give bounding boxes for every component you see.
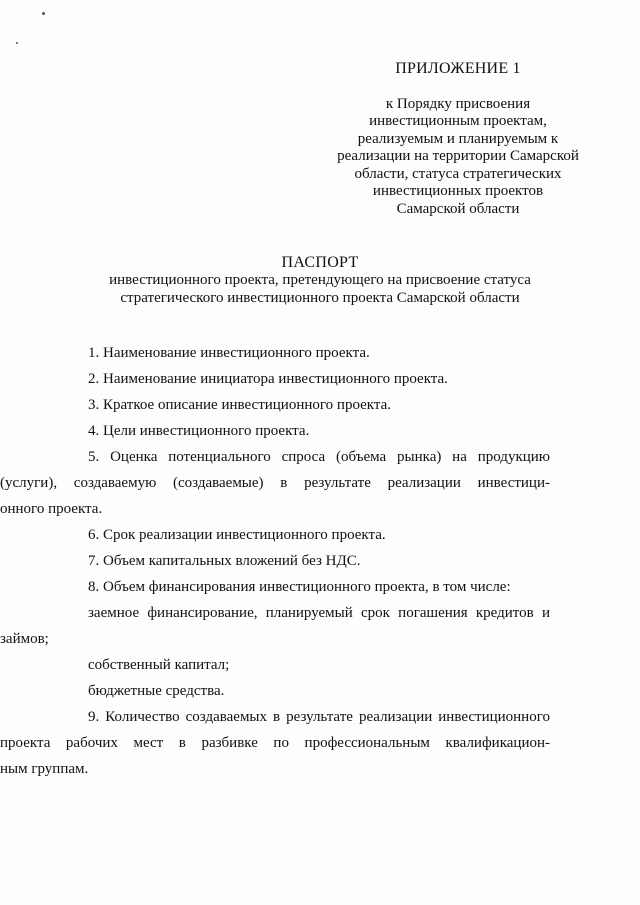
list-item-line: займов; <box>0 631 49 647</box>
passport-items <box>0 340 550 782</box>
list-item: 2. Наименование инициатора инвестиционного проекта. <box>88 371 448 387</box>
list-item: 6. Срок реализации инвестиционного проекта. <box>88 527 386 543</box>
list-item-multiline <box>0 444 550 522</box>
list-subitem: собственный капитал; <box>88 657 230 673</box>
list-item-line: ным группам. <box>0 761 89 777</box>
list-subitem-multiline <box>0 600 550 652</box>
list-item: 1. Наименование инвестиционного проекта. <box>88 345 370 361</box>
list-item-line: проекта рабочих мест в разбивке по профессиональным квалификацион- <box>0 735 550 751</box>
appendix-header <box>330 60 586 218</box>
scan-speck <box>42 12 45 15</box>
scan-speck <box>16 42 18 44</box>
list-item: 4. Цели инвестиционного проекта. <box>88 423 310 439</box>
passport-subtitle <box>60 272 580 307</box>
passport-heading <box>60 253 580 307</box>
list-item: 3. Краткое описание инвестиционного проекта. <box>88 397 392 413</box>
list-item-line: (услуги), создаваемую (создаваемые) в результате реализации инвестици- <box>0 475 550 491</box>
appendix-line: Самарской области <box>396 200 520 217</box>
appendix-line: инвестиционных проектов <box>372 183 544 199</box>
passport-subtitle-line: стратегического инвестиционного проекта Самарской области <box>120 289 520 306</box>
appendix-line: реализации на территории Самарской <box>337 148 579 164</box>
list-subitem: бюджетные средства. <box>88 683 225 699</box>
list-item: 7. Объем капитальных вложений без НДС. <box>88 553 361 569</box>
appendix-line: к Порядку присвоения <box>385 95 531 112</box>
appendix-line: реализуемым и планируемым к <box>357 130 559 147</box>
appendix-line: области, статуса стратегических <box>354 165 562 182</box>
list-item: 8. Объем финансирования инвестиционного проекта, в том числе: <box>88 579 511 595</box>
passport-title: ПАСПОРТ <box>281 254 359 271</box>
list-item-multiline <box>0 704 550 782</box>
appendix-line: инвестиционным проектам, <box>369 113 547 129</box>
passport-subtitle-line: инвестиционного проекта, претендующего на присвоение статуса <box>109 272 531 288</box>
list-item-line: заемное финансирование, планируемый срок погашения кредитов и <box>88 605 550 621</box>
appendix-title: ПРИЛОЖЕНИЕ 1 <box>395 60 521 77</box>
list-item-line: онного проекта. <box>0 501 103 517</box>
list-item-line: 5. Оценка потенциального спроса (объема рынка) на продукцию <box>88 449 550 465</box>
list-item-line: 9. Количество создаваемых в результате реализации инвестиционного <box>88 709 550 725</box>
